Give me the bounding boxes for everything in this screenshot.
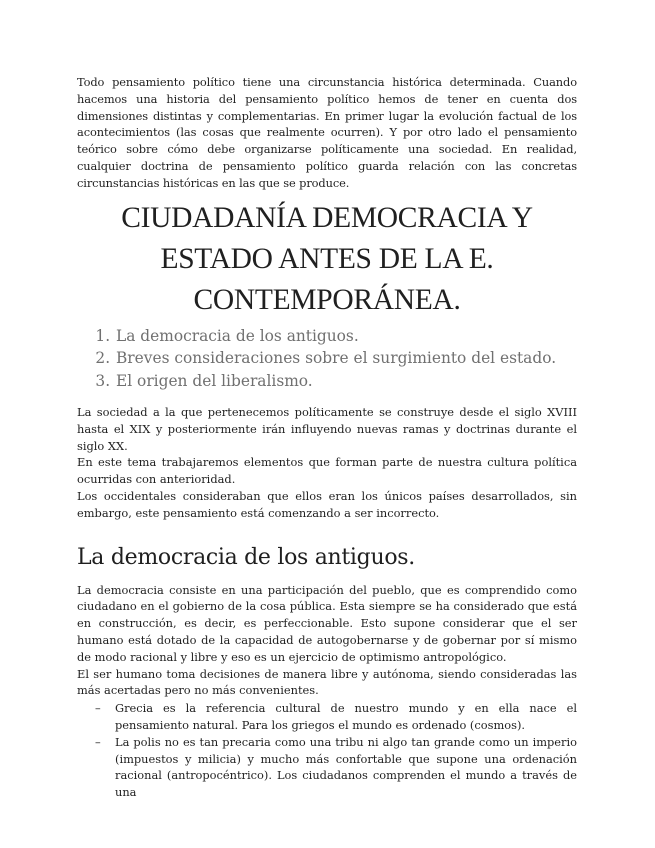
section-body: [77, 582, 577, 801]
title-line-1: CIUDADANÍA DEMOCRACIA Y: [121, 201, 533, 234]
overview-paragraph-1: La sociedad a la que pertenecemos políticamente se construye desde el siglo XVIII hasta el XIX y posteriormente irán influyendo nuevas ramas y doctrinas durante el siglo XX.: [77, 405, 577, 453]
section-paragraph-2: El ser humano toma decisiones de manera libre y autónoma, siendo consideradas las más acertadas pero no más convenientes.: [77, 666, 577, 698]
overview-paragraph-3: Los occidentales consideraban que ellos eran los únicos países desarrollados, sin embargo, este pensamiento está comenzando a ser incorrecto.: [77, 489, 577, 520]
bullet-list: [77, 700, 577, 801]
intro-section: [77, 74, 577, 192]
overview-paragraph-2: En este tema trabajaremos elementos que forman parte de nuestra cultura política ocurridas con anterioridad.: [77, 455, 577, 487]
toc-item: 1. La democracia de los antiguos.: [115, 325, 577, 348]
toc-item: 2. Breves consideraciones sobre el surgimiento del estado.: [115, 347, 577, 370]
section-paragraph-1: La democracia consiste en una participación del pueblo, que es comprendido como ciudadano en el gobierno de la cosa pública. Esta siempre se ha considerado que está en construcción, es decir, es perfeccionable. Esto supone considerar que el ser humano está dotado de la capacidad de autogobernarse y de gobernar por sí mismo de modo racional y libre y eso es un ejercicio de optimismo antropológico.: [77, 582, 577, 664]
list-item: [77, 700, 577, 734]
list-item: [77, 734, 577, 801]
intro-paragraph: Todo pensamiento político tiene una circunstancia histórica determinada. Cuando hacemos una historia del pensamiento político hemos de tener en cuenta dos dimensiones distintas y complementarias. En primer lugar la evolución factual de los acontecimientos (las cosas que realmente ocurren). Y por otro lado el pensamiento teórico sobre cómo debe organizarse políticamente una sociedad. En realidad, cualquier doctrina de pensamiento político guarda relación con las concretas circunstancias históricas en las que se produce.: [77, 75, 577, 190]
overview-section: [77, 404, 577, 522]
list-item-text: Grecia es la referencia cultural de nuestro mundo y en ella nace el pensamiento natural. Para los griegos el mundo es ordenado (cosmos).: [115, 701, 577, 733]
section-heading: La democracia de los antiguos.: [77, 544, 415, 570]
document-title: [77, 198, 577, 321]
title-line-2: ESTADO ANTES DE LA E.: [160, 242, 494, 275]
dash-bullet-icon: –: [95, 701, 101, 716]
list-item-text: La polis no es tan precaria como una tribu ni algo tan grande como un imperio (impuestos y milicia) y mucho más confortable que supone una ordenación racional (antropocéntrico). Los ciudadanos comprenden el mundo a través de una: [115, 734, 577, 800]
table-of-contents: [77, 325, 577, 393]
dash-bullet-icon: –: [95, 734, 101, 749]
toc-item: 3. El origen del liberalismo.: [115, 370, 577, 393]
title-line-3: CONTEMPORÁNEA.: [193, 283, 461, 316]
document-page: [77, 74, 577, 801]
